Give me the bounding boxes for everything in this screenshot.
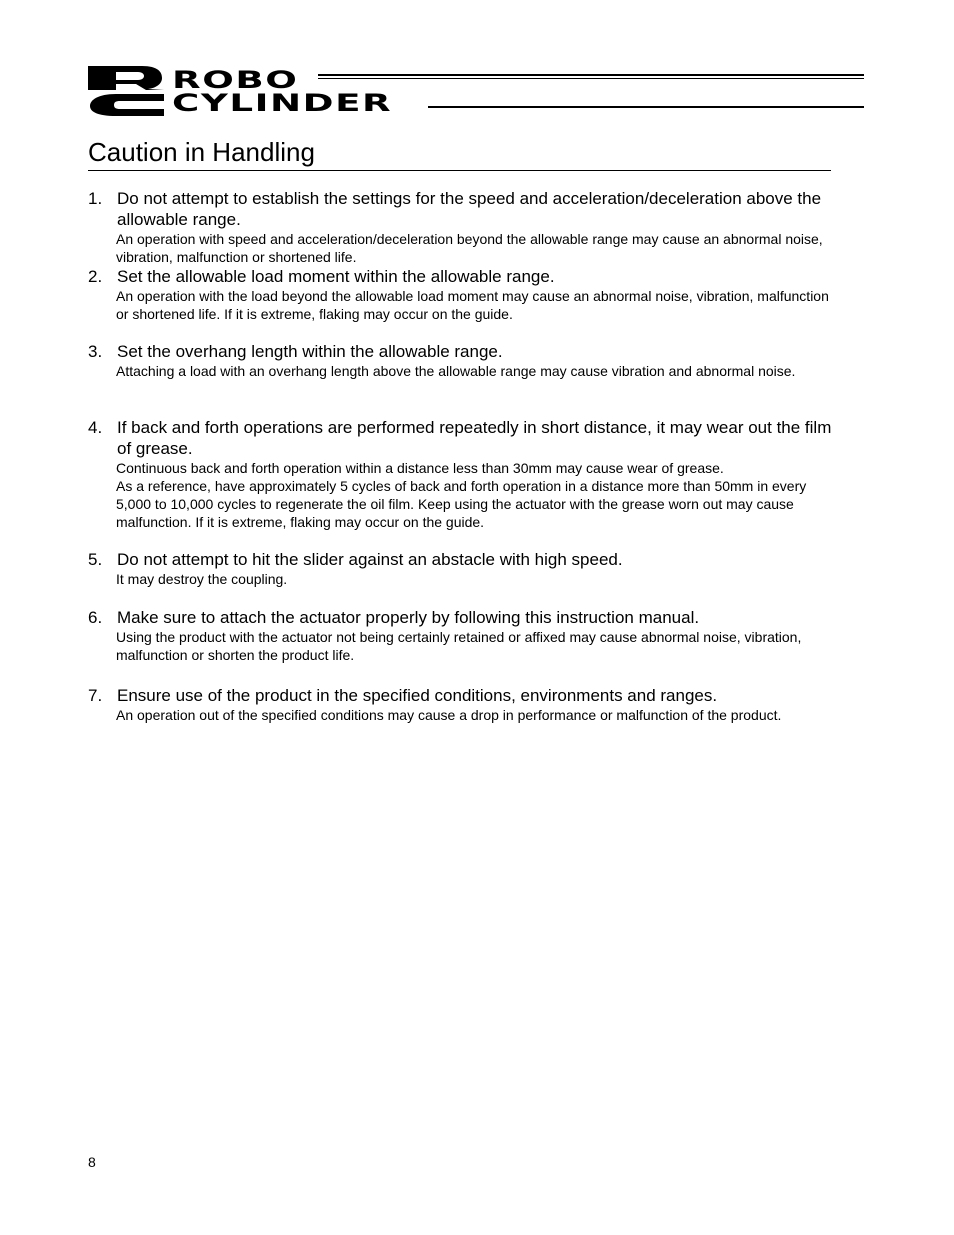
- caution-item-6: [88, 607, 833, 685]
- item-body: [116, 362, 833, 380]
- item-heading: Do not attempt to establish the settings for the speed and acceleration/deceleration above the allowable range.: [117, 189, 822, 229]
- item-heading: Make sure to attach the actuator properly by following this instruction manual.: [117, 608, 700, 627]
- caution-item-1: [88, 188, 833, 266]
- item-number: 3.: [88, 342, 103, 361]
- item-body-paragraph: It may destroy the coupling.: [116, 571, 288, 587]
- caution-item-7: [88, 685, 833, 724]
- item-body: [116, 230, 833, 266]
- item-body-paragraph: Attaching a load with an overhang length above the allowable range may cause vibration and abnormal noise.: [116, 363, 796, 379]
- title-underline: [88, 170, 831, 171]
- item-body: [116, 628, 833, 664]
- item-heading: If back and forth operations are performed repeatedly in short distance, it may wear out the film of grease.: [117, 418, 832, 458]
- item-body: [116, 570, 833, 588]
- page-number: 8: [88, 1154, 96, 1170]
- item-number: 5.: [88, 550, 103, 569]
- caution-item-2: [88, 266, 833, 341]
- item-number: 1.: [88, 189, 103, 208]
- page-header: [86, 64, 866, 120]
- caution-item-5: [88, 549, 833, 607]
- item-heading: Do not attempt to hit the slider against an abstacle with high speed.: [117, 550, 623, 569]
- header-rule-top: [318, 74, 864, 76]
- item-heading: Ensure use of the product in the specified conditions, environments and ranges.: [117, 686, 718, 705]
- header-rule-bottom: [428, 106, 864, 108]
- item-body-paragraph: An operation out of the specified conditions may cause a drop in performance or malfunction of the product.: [116, 707, 782, 723]
- item-body-paragraph: Using the product with the actuator not being certainly retained or affixed may cause abnormal noise, vibration, malfunction or shorten the product life.: [116, 629, 802, 663]
- header-rule-top-thin: [318, 78, 864, 79]
- item-body-paragraph: An operation with speed and acceleration/deceleration beyond the allowable range may cause an abnormal noise, vibration, malfunction or shortened life.: [116, 231, 823, 265]
- item-body-paragraph: As a reference, have approximately 5 cycles of back and forth operation in a distance more than 50mm in every 5,000 to 10,000 cycles to regenerate the oil film. Keep using the actuator with the grease worn out may cause malfunction. If it is extreme, flaking may occur on the guide.: [116, 478, 807, 530]
- logo-text-cylinder: CYLINDER: [172, 89, 393, 117]
- page-title: Caution in Handling: [88, 137, 315, 167]
- item-number: 7.: [88, 686, 103, 705]
- item-number: 4.: [88, 418, 103, 437]
- caution-list: [88, 188, 833, 724]
- item-body-paragraph: An operation with the load beyond the allowable load moment may cause an abnormal noise, vibration, malfunction or shortened life. If it is extreme, flaking may occur on the guide.: [116, 288, 829, 322]
- item-body: [116, 706, 833, 724]
- item-heading: Set the allowable load moment within the allowable range.: [117, 267, 555, 286]
- caution-item-3: [88, 341, 833, 417]
- item-heading: Set the overhang length within the allowable range.: [117, 342, 503, 361]
- item-body: [116, 459, 833, 531]
- item-body-paragraph: Continuous back and forth operation within a distance less than 30mm may cause wear of grease.: [116, 460, 724, 476]
- rc-logo-icon: [86, 64, 168, 118]
- item-number: 2.: [88, 267, 103, 286]
- item-number: 6.: [88, 608, 103, 627]
- item-body: [116, 287, 833, 323]
- caution-item-4: [88, 417, 833, 549]
- logo-text-robo: ROBO: [172, 66, 299, 94]
